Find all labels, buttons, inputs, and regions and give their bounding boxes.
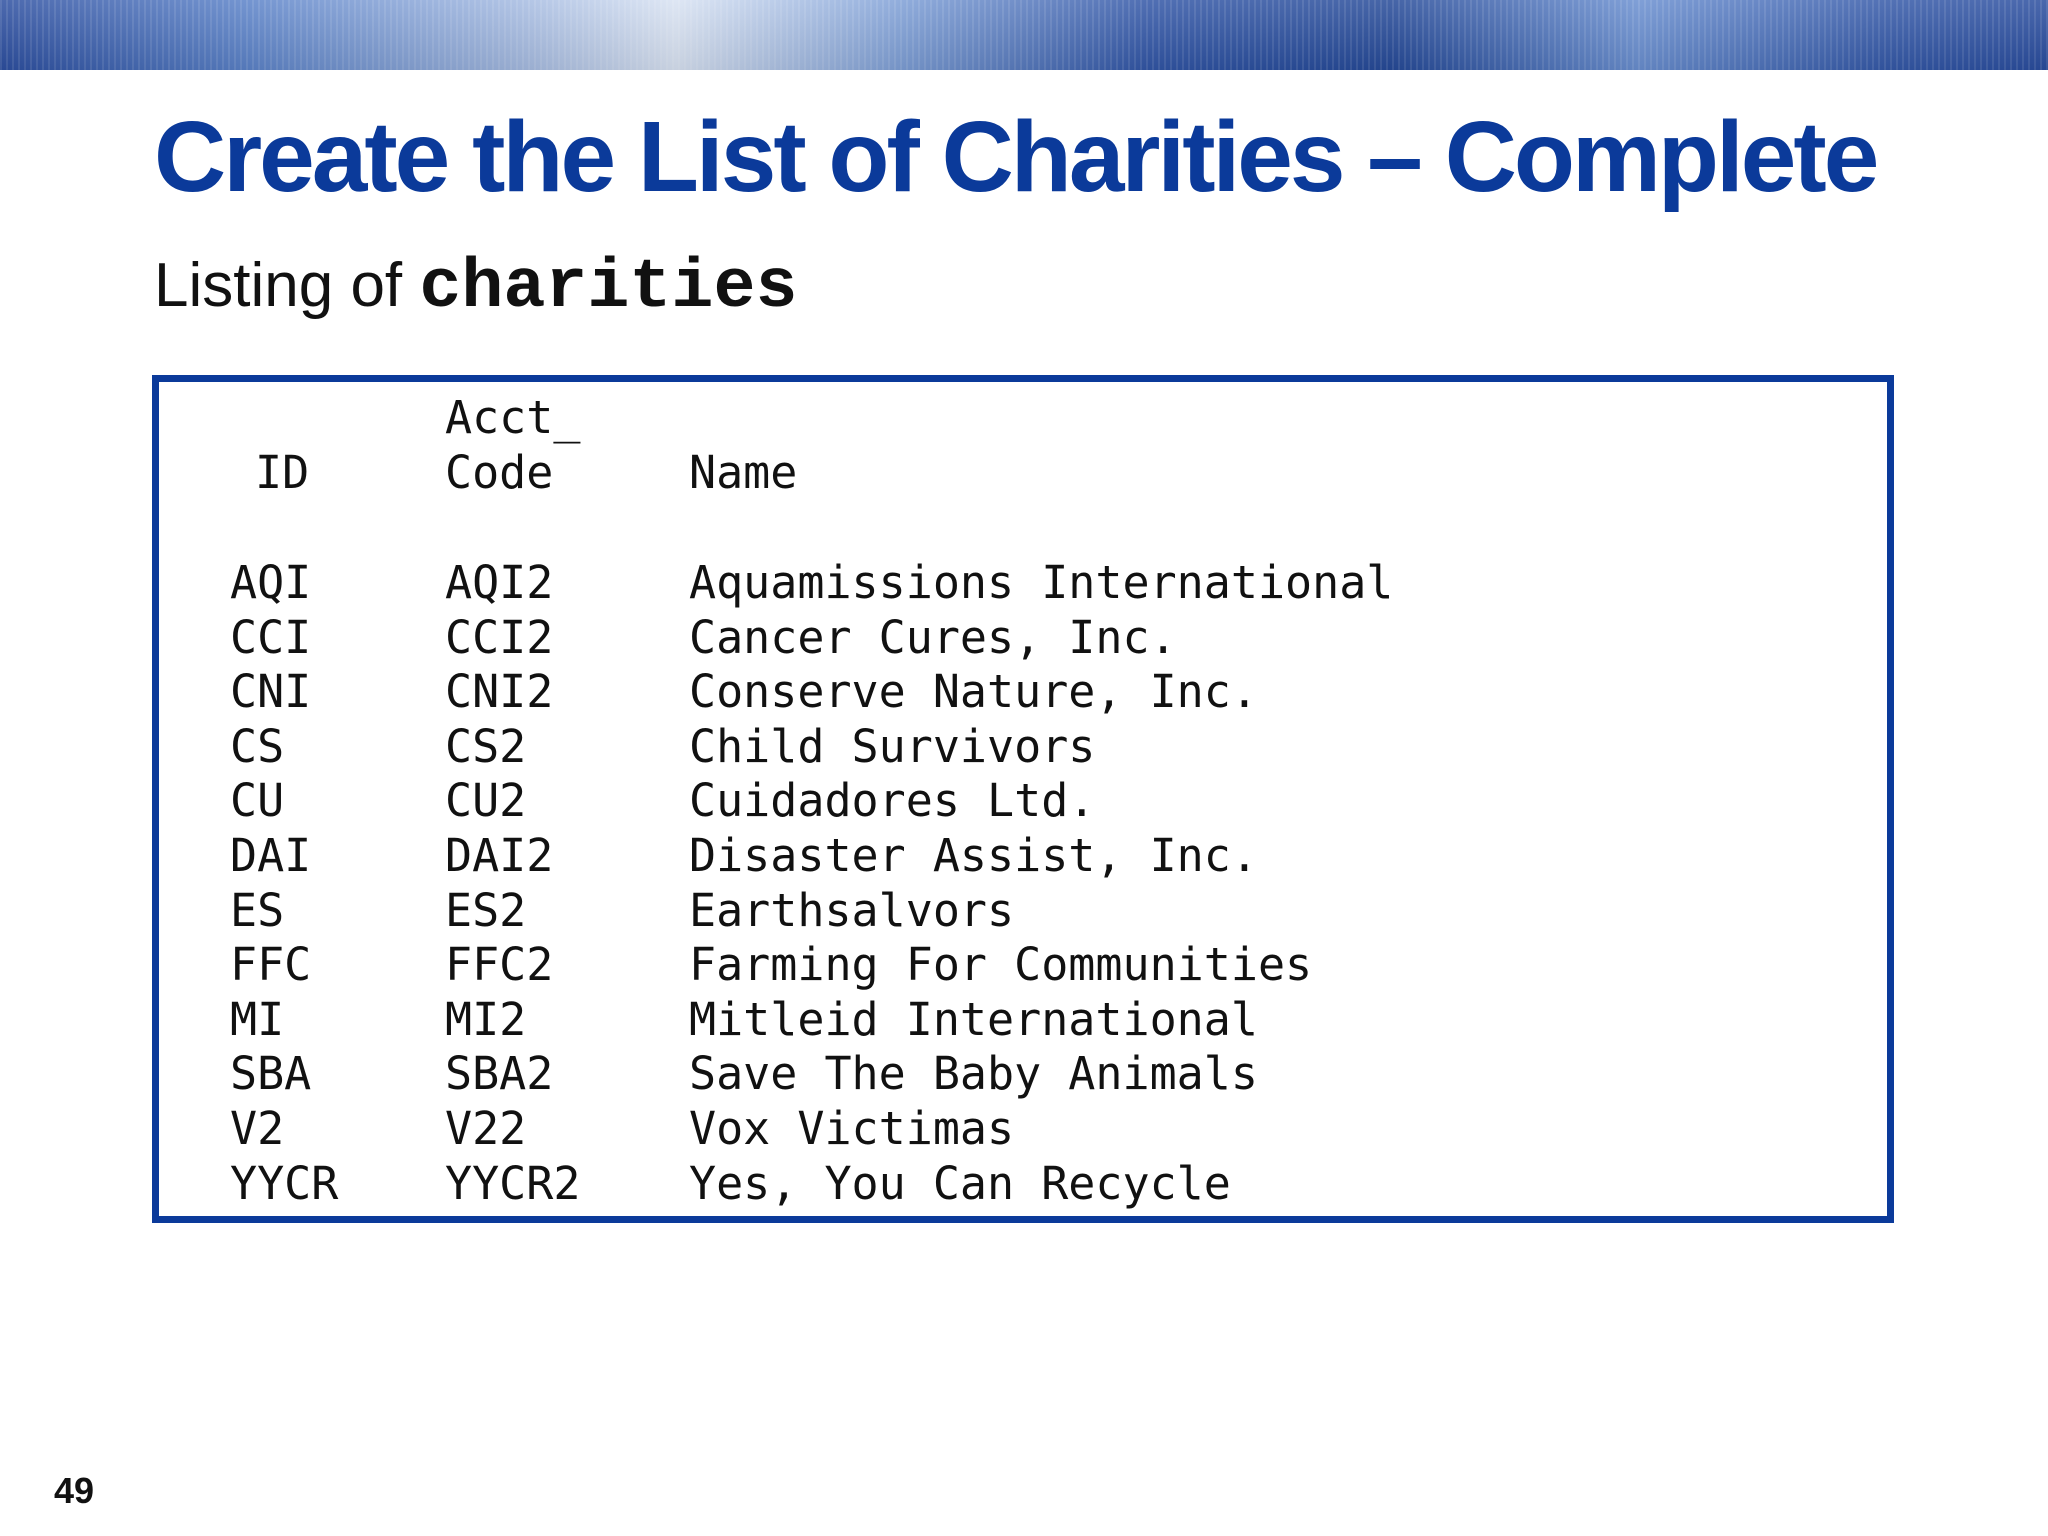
cell-id: CNI <box>230 665 312 719</box>
header-acct-code-line2: Code <box>445 446 554 499</box>
cell-id: MI <box>230 992 285 1046</box>
cell-id: ES <box>230 883 285 937</box>
cell-acct-code: V22 <box>445 1102 527 1155</box>
listing-output-box <box>152 375 1894 1223</box>
cell-id: AQI <box>230 556 312 609</box>
subtitle-prefix: Listing of <box>154 251 420 320</box>
cell-name: Mitleid International <box>689 992 1258 1046</box>
cell-acct-code: MI2 <box>445 992 527 1046</box>
cell-acct-code: SBA2 <box>445 1047 554 1101</box>
header-acct-code-line1: Acct_ <box>445 391 581 444</box>
cell-name: Aquamissions International <box>689 556 1394 609</box>
cell-id: FFC <box>230 938 312 992</box>
header-banner <box>0 0 2048 70</box>
cell-acct-code: FFC2 <box>445 938 554 992</box>
cell-id: V2 <box>230 1102 285 1155</box>
header-row-2 <box>159 445 798 500</box>
cell-id: CCI <box>230 610 312 664</box>
cell-id: CU <box>230 774 285 828</box>
cell-acct-code: CCI2 <box>445 610 554 664</box>
subtitle-dataset-name: charities <box>419 249 798 328</box>
cell-name: Earthsalvors <box>689 883 1015 937</box>
cell-name: Conserve Nature, Inc. <box>689 665 1258 719</box>
cell-id: DAI <box>230 829 312 882</box>
cell-acct-code: AQI2 <box>445 556 554 609</box>
cell-name: Save The Baby Animals <box>689 1047 1258 1101</box>
cell-acct-code: YYCR2 <box>445 1156 581 1210</box>
cell-id: SBA <box>230 1047 312 1101</box>
cell-name: Cuidadores Ltd. <box>689 774 1096 828</box>
cell-acct-code: ES2 <box>445 883 527 937</box>
page-number: 49 <box>54 1470 95 1511</box>
header-row-1 <box>159 390 581 445</box>
header-id: ID <box>255 446 310 499</box>
slide-subtitle <box>154 250 797 327</box>
cell-name: Farming For Communities <box>689 938 1313 992</box>
cell-id: CS <box>230 719 285 773</box>
cell-name: Yes, You Can Recycle <box>689 1156 1231 1210</box>
cell-acct-code: CS2 <box>445 719 527 773</box>
cell-name: Vox Victimas <box>689 1102 1015 1155</box>
cell-name: Cancer Cures, Inc. <box>689 610 1177 664</box>
cell-acct-code: CU2 <box>445 774 527 828</box>
cell-name: Disaster Assist, Inc. <box>689 829 1258 882</box>
cell-name: Child Survivors <box>689 719 1096 773</box>
cell-acct-code: CNI2 <box>445 665 554 719</box>
slide-title: Create the List of Charities – Complete <box>154 101 1877 213</box>
header-name: Name <box>689 446 798 499</box>
cell-acct-code: DAI2 <box>445 829 554 882</box>
cell-id: YYCR <box>230 1156 339 1210</box>
